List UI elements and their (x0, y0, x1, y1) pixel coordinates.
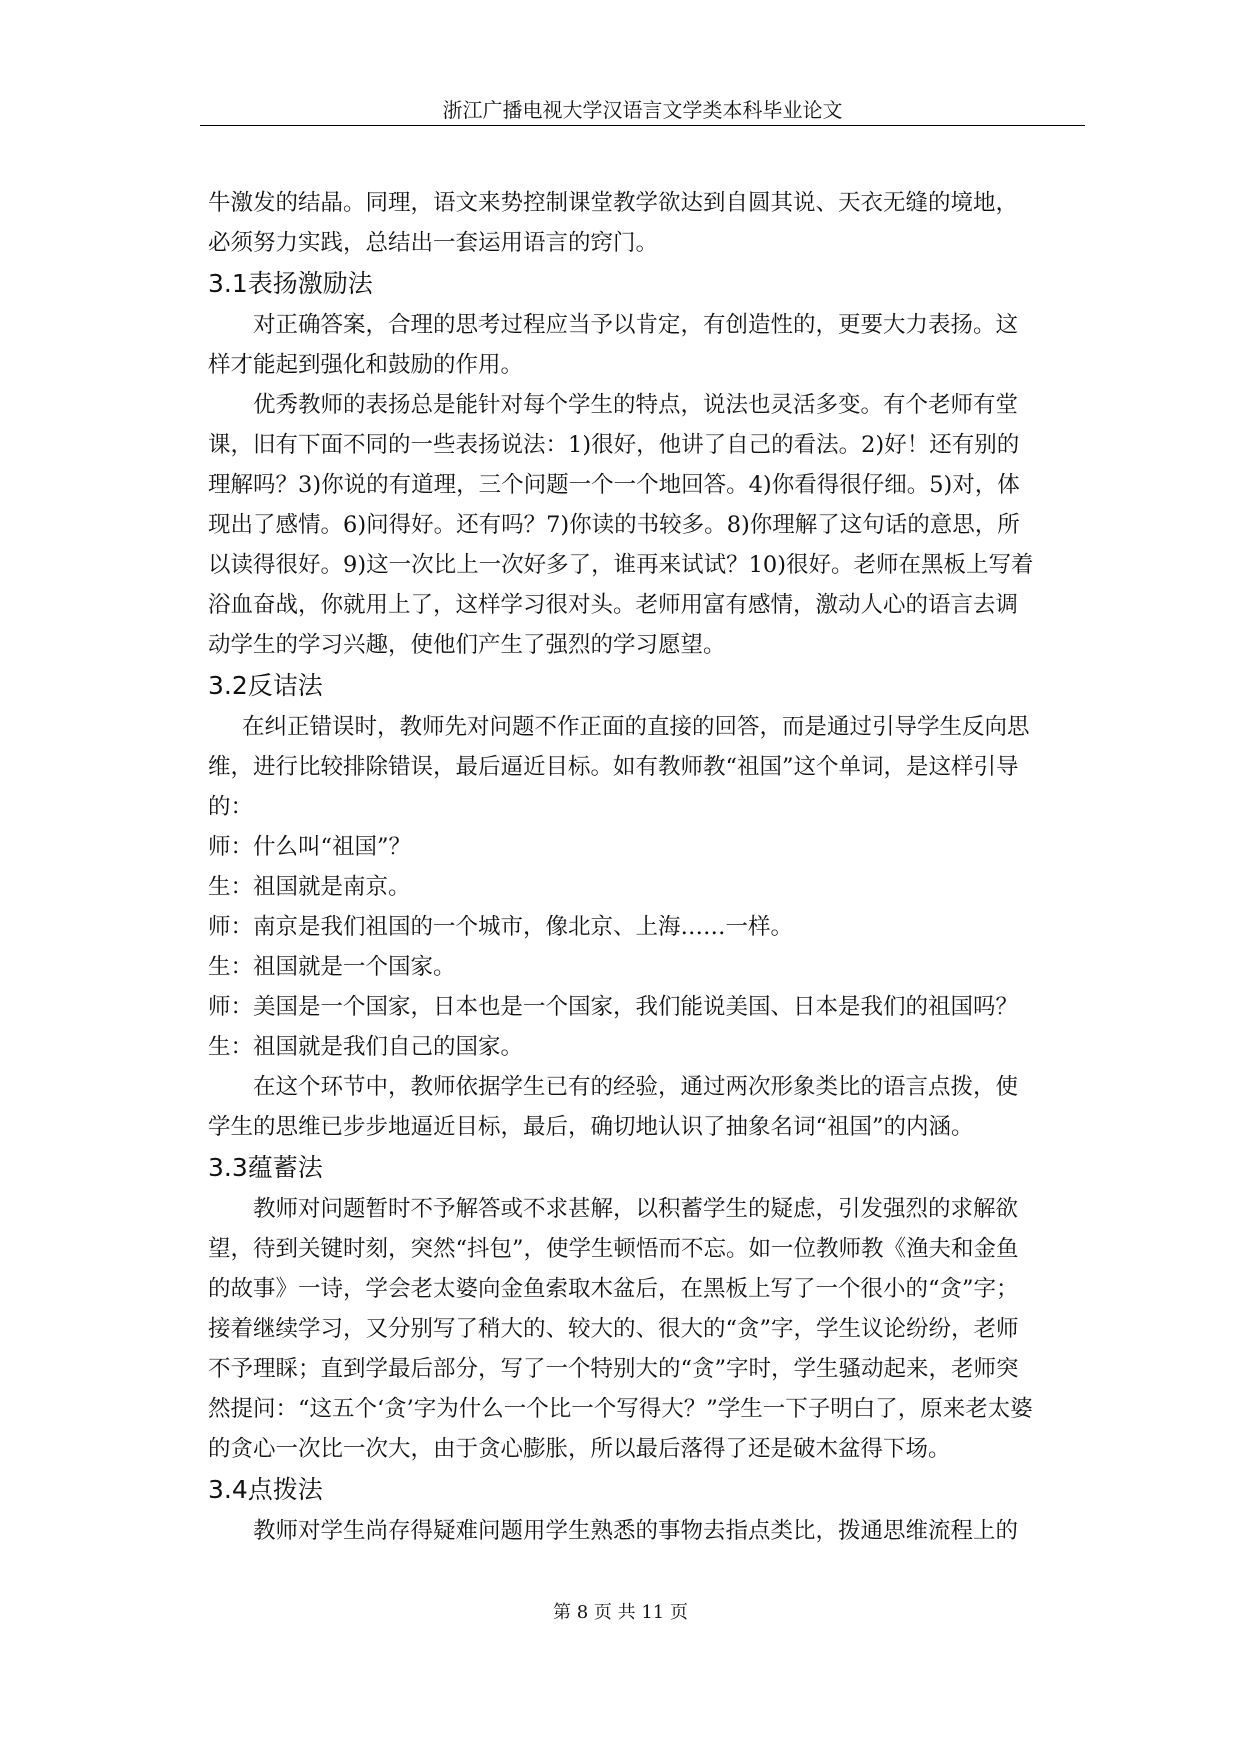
dialogue-line: 师：南京是我们祖国的一个城市，像北京、上海……一样。 (208, 914, 794, 940)
body-line: 在这个环节中，教师依据学生已有的经验，通过两次形象类比的语言点拨，使 (253, 1074, 1019, 1100)
dialogue-line: 生：祖国就是南京。 (208, 874, 411, 900)
running-header: 浙江广播电视大学汉语言文学类本科毕业论文 (442, 98, 843, 122)
body-line: 对正确答案，合理的思考过程应当予以肯定，有创造性的，更要大力表扬。这 (253, 312, 1019, 338)
dialogue-line: 师：什么叫“祖国”？ (208, 834, 412, 860)
body-line: 的贪心一次比一次大，由于贪心膨胀，所以最后落得了还是破木盆得下场。 (208, 1436, 951, 1462)
body-line: 牛激发的结晶。同理，语文来势控制课堂教学欲达到自圆其说、天衣无缝的境地， (208, 190, 1019, 216)
body-line: 不予理睬；直到学最后部分，写了一个特别大的“贪”字时，学生骚动起来，老师突 (208, 1356, 1019, 1382)
body-line: 在纠正错误时，教师先对问题不作正面的直接的回答，而是通过引导学生反向思 (242, 714, 1030, 740)
body-line: 的： (208, 794, 254, 820)
section-heading: 3.2反诘法 (208, 671, 323, 700)
body-line: 教师对学生尚存得疑难问题用学生熟悉的事物去指点类比，拨通思维流程上的 (253, 1518, 1019, 1544)
body-line: 现出了感情。6)问得好。还有吗？7)你读的书较多。8)你理解了这句话的意思，所 (208, 512, 1020, 538)
body-line: 必须努力实践，总结出一套运用语言的窍门。 (208, 230, 659, 256)
dialogue-line: 生：祖国就是我们自己的国家。 (208, 1034, 524, 1060)
document-body (208, 183, 1108, 1551)
body-line: 浴血奋战，你就用上了，这样学习很对头。老师用富有感情，激动人心的语言去调 (208, 592, 1019, 618)
dialogue-line: 师：美国是一个国家，日本也是一个国家，我们能说美国、日本是我们的祖国吗？ (208, 994, 1019, 1020)
body-line: 维，进行比较排除错误，最后逼近目标。如有教师教“祖国”这个单词，是这样引导 (208, 754, 1019, 780)
dialogue-line: 生：祖国就是一个国家。 (208, 954, 456, 980)
body-line: 望，待到关键时刻，突然“抖包”，使学生顿悟而不忘。如一位教师教《渔夫和金鱼 (208, 1236, 1019, 1262)
body-line: 接着继续学习，又分别写了稍大的、较大的、很大的“贪”字，学生议论纷纷，老师 (208, 1316, 1019, 1342)
section-heading: 3.1表扬激励法 (208, 269, 373, 298)
header-rule (200, 125, 1085, 126)
body-line: 动学生的学习兴趣，使他们产生了强烈的学习愿望。 (208, 632, 726, 658)
body-line: 优秀教师的表扬总是能针对每个学生的特点，说法也灵活多变。有个老师有堂 (253, 392, 1019, 418)
body-line: 课，旧有下面不同的一些表扬说法：1)很好，他讲了自己的看法。2)好！还有别的 (208, 432, 1020, 458)
body-line: 的故事》一诗，学会老太婆向金鱼索取木盆后，在黑板上写了一个很小的“贪”字； (208, 1276, 1019, 1302)
section-heading: 3.4点拨法 (208, 1475, 323, 1504)
page-number: 第 8 页 共 11 页 (553, 1602, 688, 1623)
body-line: 教师对问题暂时不予解答或不求甚解，以积蓄学生的疑虑，引发强烈的求解欲 (253, 1196, 1019, 1222)
section-heading: 3.3蕴蓄法 (208, 1153, 323, 1182)
body-line: 然提问：“这五个‘贪’字为什么一个比一个写得大？”学生一下子明白了，原来老太婆 (208, 1396, 1033, 1422)
body-line: 学生的思维已步步地逼近目标，最后，确切地认识了抽象名词“祖国”的内涵。 (208, 1114, 974, 1140)
body-line: 理解吗？3)你说的有道理，三个问题一个一个地回答。4)你看得很仔细。5)对，体 (208, 472, 1020, 498)
body-line: 以读得很好。9)这一次比上一次好多了，谁再来试试？10)很好。老师在黑板上写着 (208, 552, 1034, 578)
body-line: 样才能起到强化和鼓励的作用。 (208, 352, 524, 378)
